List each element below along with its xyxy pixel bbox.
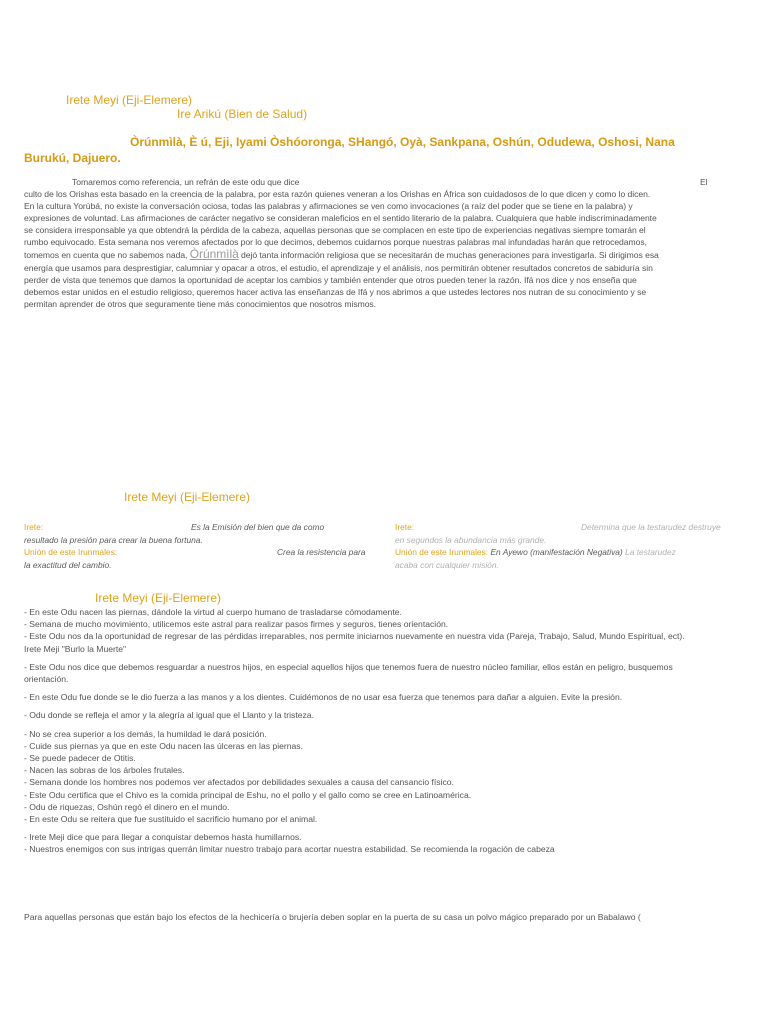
intro-line: rumbo equivocado. Esta semana nos veremos afectados por lo que decimos, debemos cuidarnos porque nuestras palabras mal infundadas harán que retrocedamos, bbox=[24, 237, 647, 248]
list-item: - Cuide sus piernas ya que en este Odu nacen las úlceras en las piernas. bbox=[24, 740, 303, 751]
union-text: Crea la resistencia para bbox=[277, 547, 366, 557]
intro-line: En la cultura Yorùbá, no existe la conversación ociosa, todas las palabras y afirmaciones se ven como invocaciones (a raíz del poder que se tiene en la palabra) y bbox=[24, 201, 633, 212]
list-item: - En este Odu fue donde se le dio fuerza a las manos y a los dientes. Cuidémonos de no usar esa fuerza que tenemos para dañar a alguien. Evite la presión. bbox=[24, 692, 623, 703]
deities-line-1: Òrúnmìlà, È ú, Eji, Iyami Òshóoronga, SHangó, Oyà, Sankpana, Oshún, Odudewa, Oshosi, Nana bbox=[130, 135, 675, 149]
footer-paragraph: Para aquellas personas que están bajo los efectos de la hechicería o brujería deben soplar en la puerta de su casa un polvo mágico preparado por un Babalawo ( bbox=[24, 912, 641, 922]
list-item: - Odu de riquezas, Oshún regó el dinero en el mundo. bbox=[24, 801, 230, 812]
union-text-cont: la exactitud del cambio. bbox=[24, 559, 112, 570]
intro-line: dejó tanta información religiosa que se necesitarán de muchas generaciones para investigarla. Si dirigimos esa bbox=[241, 250, 659, 261]
irete-text: Determina que la testarudez destruye bbox=[581, 522, 721, 532]
union-text: La testarudez bbox=[625, 547, 676, 557]
intro-line: culto de los Orishas esta basado en la creencia de la palabra, por esta razón quienes veneran a los Orishas en África son cuidadosos de lo que dicen y como lo dicen. bbox=[24, 189, 651, 199]
intro-line: debemos estar unidos en el estudio religioso, queremos hacer activa las enseñanzas de Ifá y nos abrimos a que ustedes lectores nos nutran de su conocimiento y se bbox=[24, 286, 647, 297]
union-label: Unión de este Irunmales: bbox=[24, 547, 118, 557]
irete-text-cont: en segundos la abundancia más grande. bbox=[395, 534, 547, 545]
section2-left-column bbox=[24, 521, 380, 571]
document-subtitle: Ire Arikú (Bien de Salud) bbox=[177, 107, 308, 121]
deities-list bbox=[24, 134, 736, 166]
intro-line: perder de vista que tenemos que damos la oportunidad de aceptar los cambios y también entender que otros pueden tener la razón. Ifá nos dice y nos enseña que bbox=[24, 274, 637, 285]
list-item: - Irete Meji dice que para llegar a conquistar debemos hasta humillarnos. bbox=[24, 832, 302, 843]
list-item: - Odu donde se refleja el amor y la alegría al igual que el Llanto y la tristeza. bbox=[24, 710, 314, 721]
irete-text-cont: resultado la presión para crear la buena fortuna. bbox=[24, 534, 203, 545]
list-item: - Este Odu nos da la oportunidad de regresar de las pérdidas irreparables, nos permite iniciarnos nuevamente en nuestra vida (Pareja, Trabajo, Salud, Mundo Espiritual, ect). bbox=[24, 631, 685, 642]
section-title: Irete Meyi (Eji-Elemere) bbox=[124, 490, 251, 504]
union-label: Unión de este Irunmales: bbox=[395, 547, 489, 557]
list-item: - No se crea superior a los demás, la humildad le dará posición. bbox=[24, 728, 267, 739]
intro-line: energía que usamos para desprestigiar, calumniar y opacar a otros, el estudio, el aprendizaje y el análisis, nos permitirán obtener resultados concretos de sabiduría sin bbox=[24, 262, 653, 273]
intro-line: Tomaremos como referencia, un refrán de este odu que dice bbox=[72, 177, 300, 187]
list-item: Irete Meji "Burlo la Muerte" bbox=[24, 643, 127, 654]
list-item: - Este Odu nos dice que debemos resguardar a nuestros hijos, en especial aquellos hijos que tenemos fuera de nuestro núcleo familiar, ellos están en peligro, busquemos bbox=[24, 661, 673, 672]
intro-line: El bbox=[700, 177, 708, 187]
section2-right-column bbox=[395, 521, 760, 571]
list-item: - En este Odu nacen las piernas, dándole la virtud al cuerpo humano de trasladarse cómodamente. bbox=[24, 607, 402, 617]
document-title: Irete Meyi (Eji-Elemere) bbox=[66, 93, 193, 107]
list-item: - Semana de mucho movimiento, utilicemos este astral para realizar pasos firmes y seguros, tienes orientación. bbox=[24, 619, 449, 630]
intro-line: tomemos en cuenta que no sabemos nada, bbox=[24, 250, 188, 261]
intro-line: se considera irresponsable ya que obtendrá la pérdida de la cabeza, aquellas personas que se complacen en este tipo de experiencias negativas siempre tomarán el bbox=[24, 225, 646, 236]
list-item: - En este Odu se reitera que fue sustituido el sacrificio humano por el animal. bbox=[24, 814, 318, 825]
list-item: - Se puede padecer de Otitis. bbox=[24, 753, 136, 764]
list-item: - Este Odu certifica que el Chivo es la comida principal de Eshu, no el pollo y el gallo como se cree en Latinoamérica. bbox=[24, 789, 472, 800]
irete-text: Es la Emisión del bien que da como bbox=[191, 522, 325, 532]
orunmila-link[interactable]: Òrúnmìlà bbox=[189, 247, 239, 262]
union-text-cont: acaba con cualquier misión. bbox=[395, 559, 499, 570]
intro-paragraph bbox=[24, 176, 738, 310]
list-item: orientación. bbox=[24, 674, 69, 685]
irete-label: Irete: bbox=[395, 522, 415, 532]
section-title: Irete Meyi (Eji-Elemere) bbox=[95, 591, 222, 605]
irete-label: Irete: bbox=[24, 522, 44, 532]
deities-line-2: Burukú, Dajuero. bbox=[24, 151, 121, 165]
list-item: - Nuestros enemigos con sus intrigas querrán limitar nuestro trabajo para acortar nuestra estabilidad. Se recomienda la rogación de cabeza bbox=[24, 844, 555, 855]
intro-line: permitan aprender de otros que seguramente tiene más conocimientos que nosotros mismos. bbox=[24, 298, 377, 309]
list-item: - Semana donde los hombres nos podemos ver afectados por debilidades sexuales a causa del cansancio físico. bbox=[24, 777, 454, 788]
intro-line: expresiones de voluntad. Las afirmaciones de carácter negativo se consideran maleficios en el sentido literario de la palabra. Cualquiera que hable indiscriminadamente bbox=[24, 213, 657, 224]
list-item: - Nacen las sobras de los árboles frutales. bbox=[24, 765, 185, 776]
ayewo-text: En Ayewo (manifestación Negativa) bbox=[490, 547, 623, 557]
odu-list bbox=[24, 606, 754, 856]
